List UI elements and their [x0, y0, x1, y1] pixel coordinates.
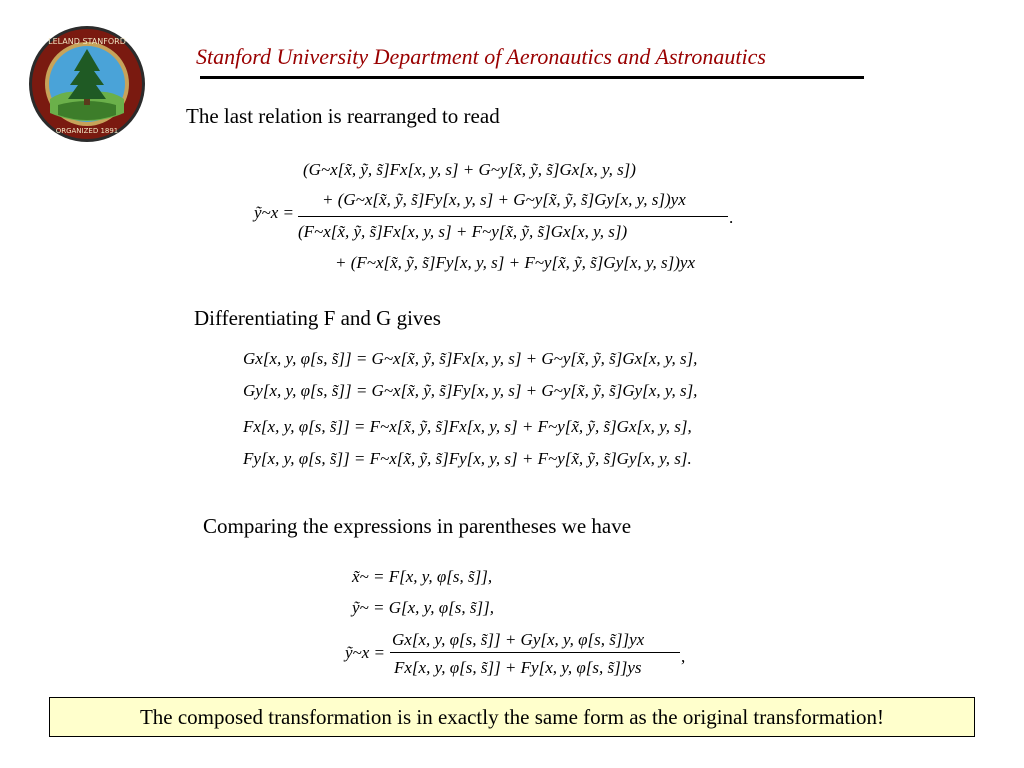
- eq1-lhs: ỹ~x =: [254, 203, 295, 222]
- department-title: Stanford University Department of Aeronautics and Astronautics: [196, 44, 766, 69]
- eq2-line: Gy[x, y, φ[s, s̃]] = G~x[x̃, ỹ, s̃]Fy[x, y, s] + G~y[x̃, ỹ, s̃]Gy[x, y, s],: [243, 381, 698, 400]
- conclusion-text: The composed transformation is in exactly the same form as the original transformation!: [139, 704, 885, 729]
- eq3-fraction-lhs: ỹ~x =: [345, 643, 386, 662]
- eq3-fraction-bar: [390, 652, 680, 653]
- svg-text:ORGANIZED 1891: ORGANIZED 1891: [55, 127, 119, 135]
- stanford-seal-logo: [28, 25, 146, 143]
- conclusion-callout: [49, 697, 975, 737]
- eq3-line1: x̃~ = F[x, y, φ[s, s̃]],: [352, 567, 493, 586]
- paragraph-comparing: Comparing the expressions in parentheses we have: [203, 514, 632, 538]
- eq3-fraction-denominator: Fx[x, y, φ[s, s̃]] + Fy[x, y, φ[s, s̃]]ys: [394, 658, 642, 677]
- eq1-numerator-line1: (G~x[x̃, ỹ, s̃]Fx[x, y, s] + G~y[x̃, ỹ, s̃]Gx[x, y, s]): [303, 160, 636, 179]
- svg-text:LELAND STANFORD: LELAND STANFORD: [48, 37, 126, 46]
- eq1-fraction-bar: [298, 216, 728, 217]
- header-divider: [200, 76, 864, 79]
- eq1-numerator-line2: + (G~x[x̃, ỹ, s̃]Fy[x, y, s] + G~y[x̃, ỹ, s̃]Gy[x, y, s])yx: [322, 190, 686, 209]
- eq1-denominator-line1: (F~x[x̃, ỹ, s̃]Fx[x, y, s] + F~y[x̃, ỹ, s̃]Gx[x, y, s]): [298, 222, 628, 241]
- eq2-line: Fx[x, y, φ[s, s̃]] = F~x[x̃, ỹ, s̃]Fx[x, y, s] + F~y[x̃, ỹ, s̃]Gx[x, y, s],: [243, 417, 692, 436]
- eq1-denominator-line2: + (F~x[x̃, ỹ, s̃]Fy[x, y, s] + F~y[x̃, ỹ, s̃]Gy[x, y, s])yx: [335, 253, 695, 272]
- eq2-line: Fy[x, y, φ[s, s̃]] = F~x[x̃, ỹ, s̃]Fy[x, y, s] + F~y[x̃, ỹ, s̃]Gy[x, y, s].: [243, 449, 692, 468]
- eq3-fraction-numerator: Gx[x, y, φ[s, s̃]] + Gy[x, y, φ[s, s̃]]yx: [392, 630, 645, 649]
- eq2-line: Gx[x, y, φ[s, s̃]] = G~x[x̃, ỹ, s̃]Fx[x, y, s] + G~y[x̃, ỹ, s̃]Gx[x, y, s],: [243, 349, 698, 368]
- eq3-comma: ,: [681, 647, 686, 666]
- eq1-period: .: [729, 208, 734, 227]
- eq3-line2: ỹ~ = G[x, y, φ[s, s̃]],: [352, 598, 494, 617]
- paragraph-rearranged: The last relation is rearranged to read: [186, 104, 500, 128]
- paragraph-differentiating: Differentiating F and G gives: [194, 306, 441, 330]
